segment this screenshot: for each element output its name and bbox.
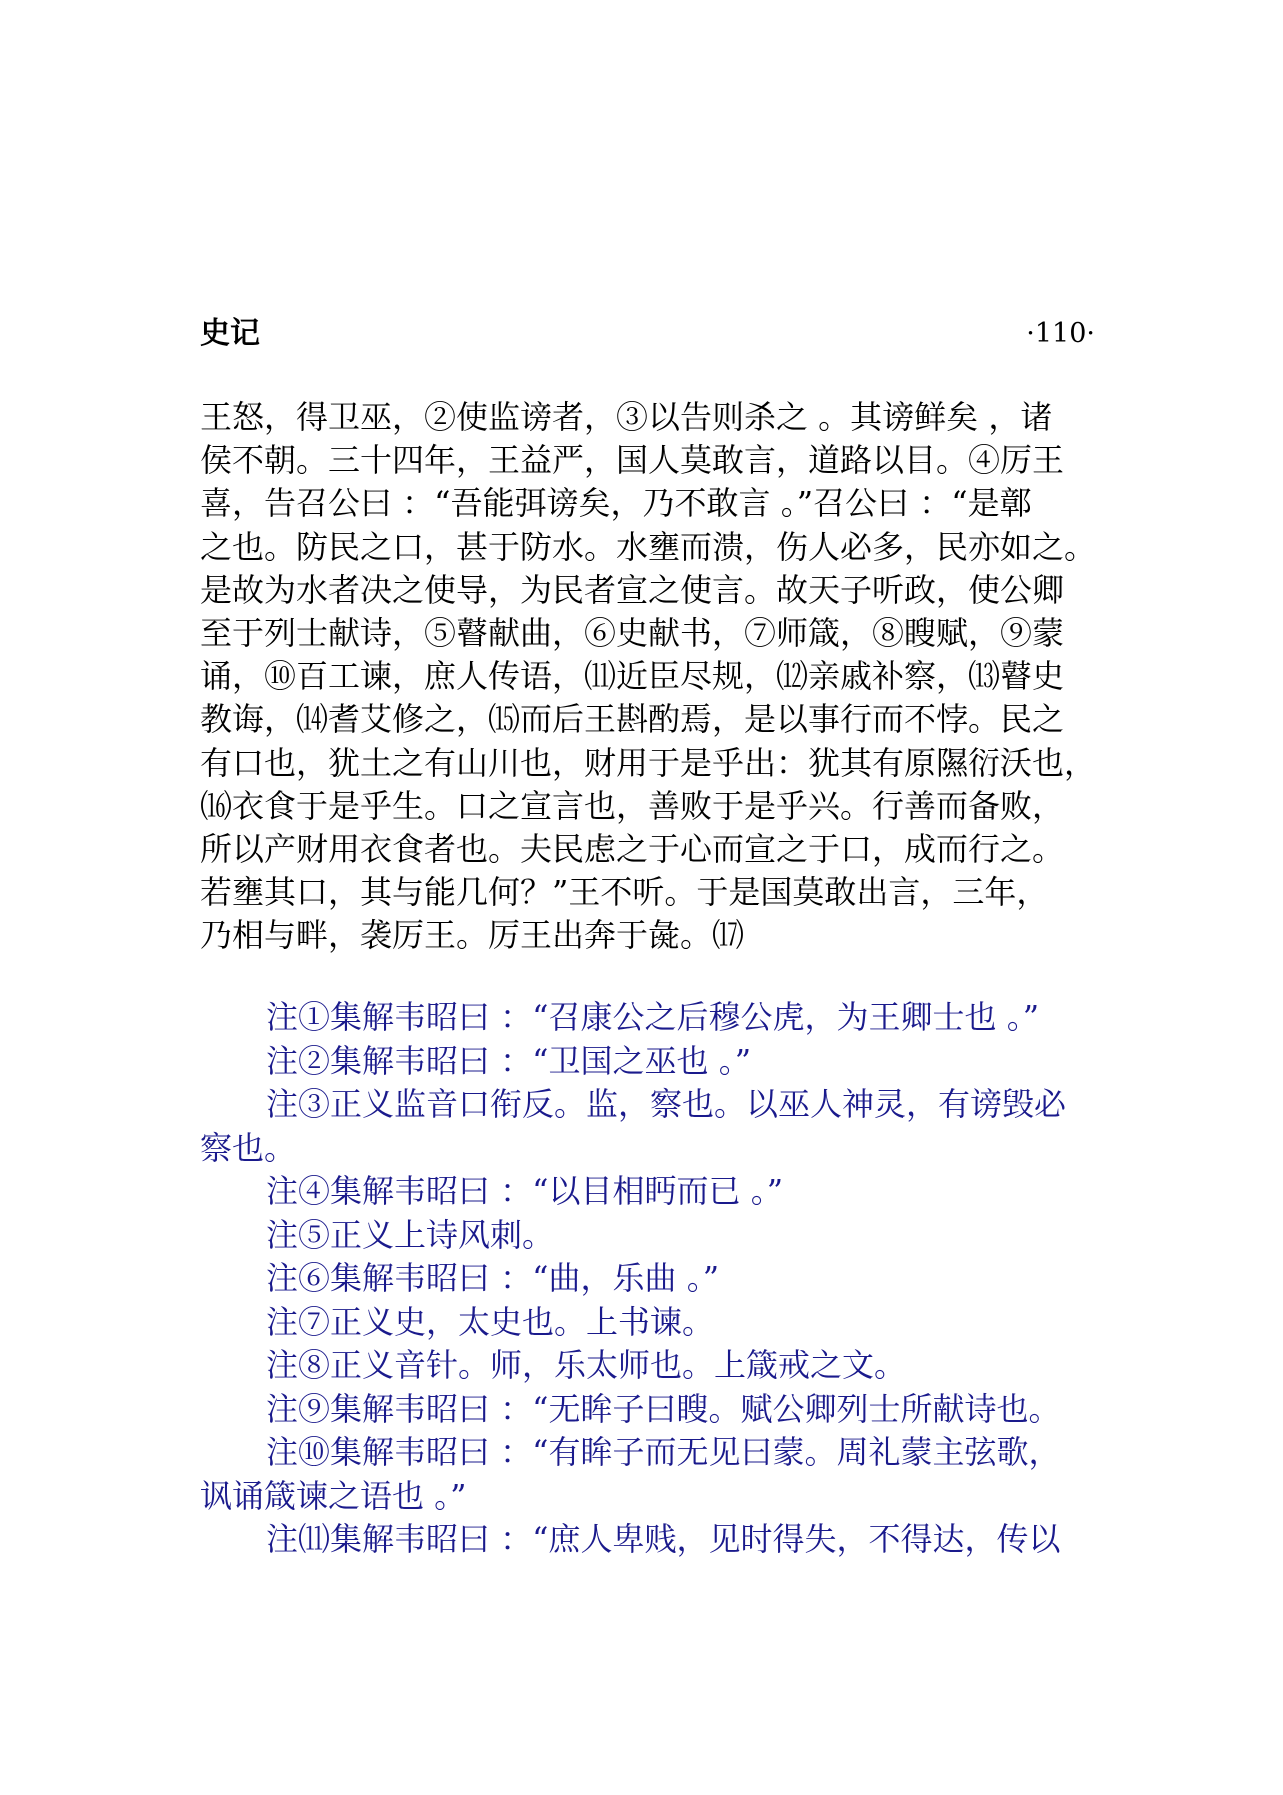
note-line: 注⑨集解韦昭曰 ：“无眸子曰瞍。赋公卿列士所献诗也。 [266, 1389, 1061, 1428]
text-line: 至于列士献诗，⑤瞽献曲，⑥史献书，⑦师箴，⑧瞍赋，⑨蒙 [200, 613, 1065, 652]
note-line: 注⑩集解韦昭曰 ：“有眸子而无见曰蒙。周礼蒙主弦歌， [266, 1433, 1061, 1471]
text-line: 有口也，犹土之有山川也，财用于是乎出：犹其有原隰衍沃也， [200, 743, 1097, 782]
note-line: 注①集解韦昭曰 ：“召康公之后穆公虎，为王卿士也 。” [266, 998, 1040, 1036]
note-line: 注⑦正义史，太史也。上书谏。 [266, 1302, 715, 1341]
text-line: 之也。防民之口，甚于防水。水壅而溃，伤人必多，民亦如之。 [200, 527, 1097, 566]
note-line: 注②集解韦昭曰 ：“卫国之巫也 。” [266, 1041, 752, 1080]
note-line: 注⑧正义音针。师，乐太师也。上箴戒之文。 [266, 1346, 907, 1384]
text-line: 诵，⑩百工谏，庶人传语，⑾近臣尽规，⑿亲戚补察，⒀瞽史 [200, 657, 1065, 696]
page-number: ·110· [1026, 318, 1095, 349]
book-title: 史记 [200, 316, 260, 351]
note-line: 注⑥集解韦昭曰 ：“曲，乐曲 。” [266, 1259, 720, 1297]
text-line: 是故为水者决之使导，为民者宣之使言。故天子听政，使公卿 [200, 570, 1065, 609]
text-line: 教诲，⒁耆艾修之，⒂而后王斟酌焉，是以事行而不悖。民之 [200, 700, 1065, 739]
text-line: 侯不朝。三十四年，王益严，国人莫敢言，道路以目。④厉王 [200, 441, 1065, 480]
note-line: 注③正义监音口衔反。监，察也。以巫人神灵，有谤毁必 [266, 1085, 1067, 1123]
page-header [200, 312, 1095, 356]
text-line: 所以产财用衣食者也。夫民虑之于心而宣之于口，成而行之。 [200, 829, 1065, 868]
note-continuation-line: 察也。 [200, 1128, 297, 1167]
note-line: 注⑤正义上诗风刺。 [266, 1215, 555, 1254]
text-line: 若壅其口，其与能几何？”王不听。于是国莫敢出言，三年， [200, 873, 1049, 912]
note-line: 注④集解韦昭曰 ：“以目相眄而已 。” [266, 1172, 784, 1210]
text-line: 乃相与畔，袭厉王。厉王出奔于彘。⒄ [200, 916, 745, 955]
text-line: 王怒，得卫巫，②使监谤者，③以告则杀之 。其谤鲜矣 ，诸 [200, 398, 1053, 436]
text-line: ⒃衣食于是乎生。口之宣言也，善败于是乎兴。行善而备败， [200, 786, 1065, 825]
main-text [200, 396, 1100, 957]
note-continuation-line: 讽诵箴谏之语也 。” [200, 1476, 467, 1515]
annotation-notes [200, 996, 1100, 1562]
note-line: 注⑾集解韦昭曰 ：“庶人卑贱，见时得失，不得达，传以 [266, 1520, 1061, 1558]
text-line: 喜，告召公曰 ：“吾能弭谤矣，乃不敢言 。”召公曰 ：“是鄣 [200, 484, 1032, 523]
